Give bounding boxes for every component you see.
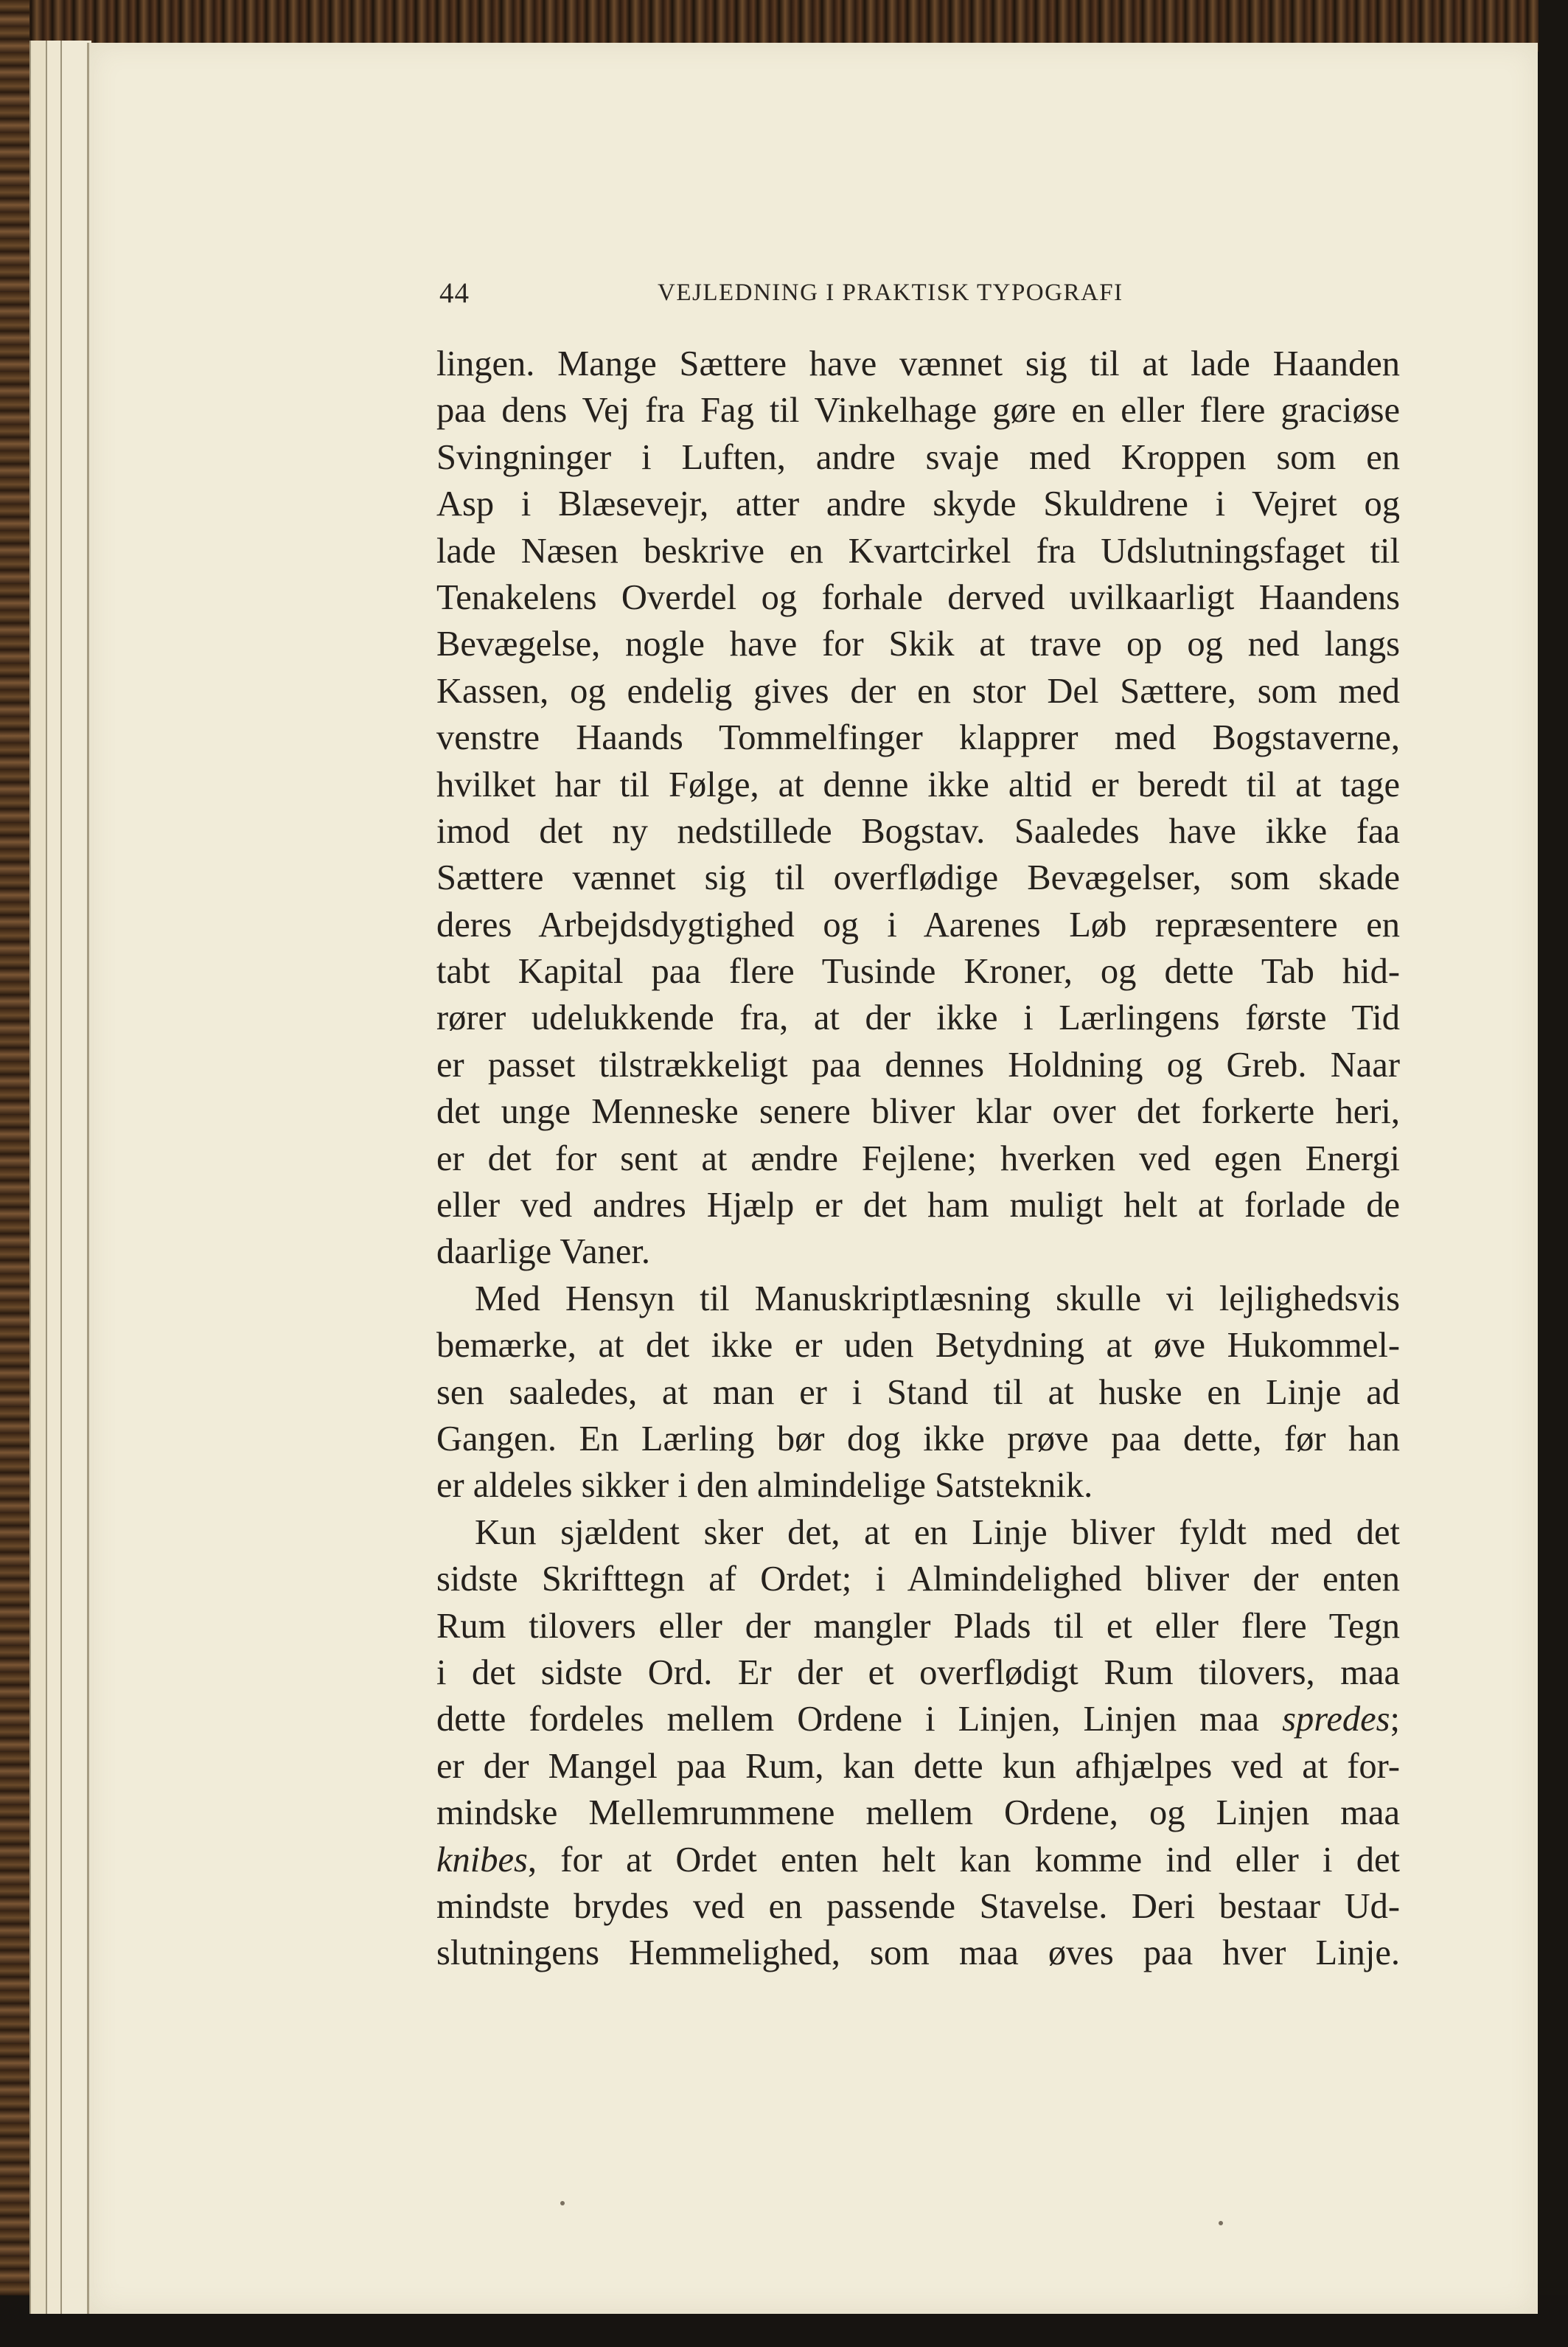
text-line: Gangen. En Lærling bør dog ikke prøve paa dette, før han xyxy=(436,1419,1400,1458)
text-line: mindste brydes ved en passende Stavelse. Deri bestaar Ud- xyxy=(436,1886,1400,1926)
italic-word: spredes xyxy=(1282,1700,1390,1739)
text-line: Kun sjældent sker det, at en Linje bliver fyldt med det xyxy=(475,1512,1400,1552)
text-line: mindske Mellemrummene mellem Ordene, og Linjen maa xyxy=(436,1793,1400,1833)
text-run: dette fordeles mellem Ordene i Linjen, Linjen maa xyxy=(436,1700,1283,1739)
text-line xyxy=(436,1696,1400,1742)
body-text xyxy=(436,341,1400,1977)
text-line: bemærke, at det ikke er uden Betydning at øve Hukommel- xyxy=(436,1326,1400,1366)
text-line: rører udelukkende fra, at der ikke i Lærlingens første Tid xyxy=(436,998,1400,1038)
paper-speck xyxy=(1219,2221,1223,2225)
text-line: Asp i Blæsevejr, atter andre skyde Skuldrene i Vejret og xyxy=(436,484,1400,524)
text-line: er det for sent at ændre Fejlene; hverken ved egen Energi xyxy=(436,1138,1400,1178)
text-line: daarlige Vaner. xyxy=(436,1232,650,1272)
cover-left-edge xyxy=(0,0,29,2347)
page-number: 44 xyxy=(439,277,470,309)
text-line: Kassen, og endelig gives der en stor Del Sættere, som med xyxy=(436,671,1400,711)
text-line: deres Arbejdsdygtighed og i Aarenes Løb repræsentere en xyxy=(436,905,1400,945)
text-line: er aldeles sikker i den almindelige Satsteknik. xyxy=(436,1466,1093,1506)
text-line: Svingninger i Luften, andre svaje med Kroppen som en xyxy=(436,437,1400,477)
text-line: Tenakelens Overdel og forhale derved uvilkaarligt Haandens xyxy=(436,577,1400,617)
italic-word: knibes xyxy=(436,1840,528,1880)
text-run: ; xyxy=(1390,1700,1400,1739)
paper-speck xyxy=(560,2201,565,2205)
text-line: Med Hensyn til Manuskriptlæsning skulle vi lejlighedsvis xyxy=(475,1279,1400,1318)
text-line: lingen. Mange Sættere have vænnet sig til at lade Haanden xyxy=(436,344,1400,383)
text-run: , for at Ordet enten helt kan komme ind eller i det xyxy=(527,1840,1400,1880)
text-line: er passet tilstrækkeligt paa dennes Holdning og Greb. Naar xyxy=(436,1045,1400,1085)
text-line: venstre Haands Tommelfinger klapprer med Bogstaverne, xyxy=(436,718,1400,758)
text-line: slutningens Hemmelighed, som maa øves paa hver Linje. xyxy=(436,1933,1400,1973)
text-line: Bevægelse, nogle have for Skik at trave op og ned langs xyxy=(436,625,1400,664)
text-line: er der Mangel paa Rum, kan dette kun afhjælpes ved at for- xyxy=(436,1746,1400,1786)
running-title: VEJLEDNING I PRAKTISK TYPOGRAFI xyxy=(658,279,1123,306)
text-line: tabt Kapital paa flere Tusinde Kroner, og dette Tab hid- xyxy=(436,952,1400,992)
text-line: i det sidste Ord. Er der et overflødigt Rum tilovers, maa xyxy=(436,1652,1400,1692)
text-line: sidste Skrifttegn af Ordet; i Almindelighed bliver der enten xyxy=(436,1560,1400,1599)
text-line xyxy=(436,1837,1400,1883)
text-line: lade Næsen beskrive en Kvartcirkel fra Udslutningsfaget til xyxy=(436,531,1400,571)
text-line: hvilket har til Følge, at denne ikke altid er beredt til at tage xyxy=(436,765,1400,804)
text-line: sen saaledes, at man er i Stand til at huske en Linje ad xyxy=(436,1372,1400,1412)
text-line: eller ved andres Hjælp er det ham muligt helt at forlade de xyxy=(436,1186,1400,1225)
text-line: paa dens Vej fra Fag til Vinkelhage gøre en eller flere graciøse xyxy=(436,391,1400,431)
cover-right-edge xyxy=(1539,0,1568,2347)
text-line: Sættere vænnet sig til overflødige Bevægelser, som skade xyxy=(436,858,1400,898)
text-line: Rum tilovers eller der mangler Plads til et eller flere Tegn xyxy=(436,1606,1400,1646)
text-line: det unge Menneske senere bliver klar over det forkerte heri, xyxy=(436,1092,1400,1132)
text-line: imod det ny nedstillede Bogstav. Saaledes have ikke faa xyxy=(436,811,1400,851)
running-head xyxy=(439,277,1398,321)
